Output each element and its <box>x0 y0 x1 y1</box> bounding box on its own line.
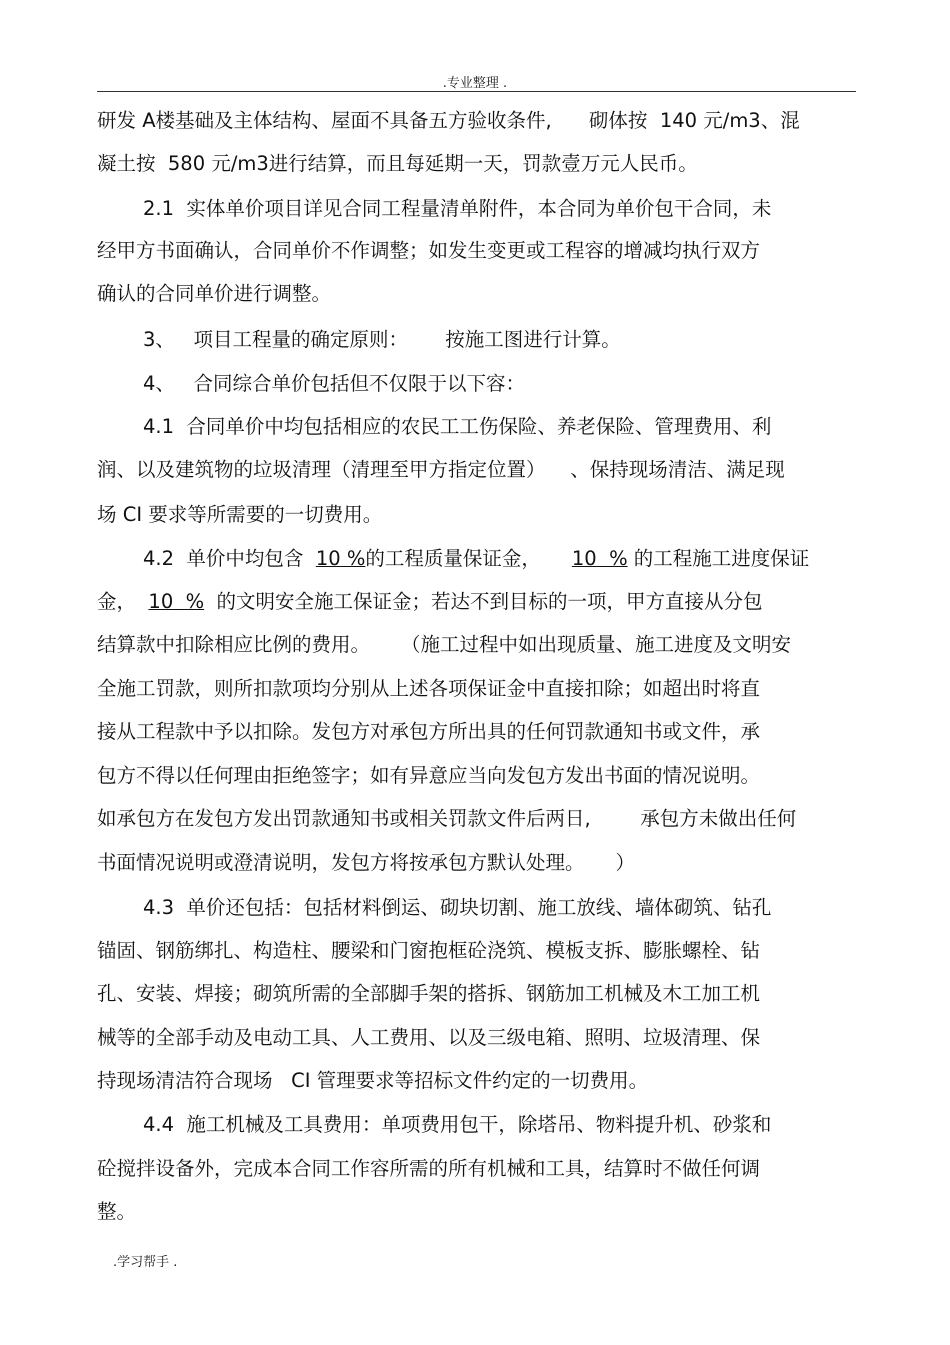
page-footer: .学习帮手 . <box>113 1255 178 1270</box>
text-line: 4、 合同综合单价包括但不仅限于以下容： <box>143 372 526 395</box>
text-line: 凝土按 580 元/m3进行结算，而且每延期一天，罚款壹万元人民币。 <box>97 152 698 175</box>
text-segment: 的工程质量保证金， <box>365 547 572 570</box>
text-line <box>143 544 809 574</box>
text-line: 整。 <box>97 1200 137 1223</box>
text-line: 润、以及建筑物的垃圾清理（清理至甲方指定位置） 、保持现场清洁、满足现 <box>97 458 785 481</box>
text-line: 场 CI 要求等所需要的一切费用。 <box>97 503 383 526</box>
text-line: 确认的合同单价进行调整。 <box>97 282 332 305</box>
header-divider <box>97 91 856 92</box>
text-line: 3、 项目工程量的确定原则： 按施工图进行计算。 <box>143 328 621 351</box>
text-line: 持现场清洁符合现场 CI 管理要求等招标文件约定的一切费用。 <box>97 1069 649 1092</box>
text-line: 研发 A楼基础及主体结构、屋面不具备五方验收条件, 砌体按 140 元/m3、混 <box>97 109 800 132</box>
text-line: 结算款中扣除相应比例的费用。 （施工过程中如出现质量、施工进度及文明安 <box>97 633 791 656</box>
text-line: 锚固、钢筋绑扎、构造柱、腰梁和门窗抱框砼浇筑、模板支拆、膨胀螺栓、钻 <box>97 939 761 962</box>
page-header: .专业整理 . <box>442 76 508 91</box>
text-segment: 金， <box>97 590 149 613</box>
text-line: 书面情况说明或澄清说明，发包方将按承包方默认处理。 ） <box>97 851 635 874</box>
text-line: 4.1 合同单价中均包括相应的农民工工伤保险、养老保险、管理费用、利 <box>143 415 772 438</box>
text-line: 包方不得以任何理由拒绝签字；如有异意应当向发包方发出书面的情况说明。 <box>97 764 761 787</box>
text-line: 4.3 单价还包括：包括材料倒运、砌块切割、施工放线、墙体砌筑、钻孔 <box>143 896 772 919</box>
text-line: 孔、安装、焊接；砌筑所需的全部脚手架的搭拆、钢筋加工机械及木工加工机 <box>97 982 761 1005</box>
text-line <box>97 587 763 617</box>
text-line: 2.1 实体单价项目详见合同工程量清单附件，本合同为单价包干合同，未 <box>143 197 772 220</box>
safety-deposit-percent: 10 % <box>148 590 205 613</box>
text-line: 接从工程款中予以扣除。发包方对承包方所出具的任何罚款通知书或文件，承 <box>97 720 761 743</box>
text-line: 4.4 施工机械及工具费用：单项费用包干，除塔吊、物料提升机、砂浆和 <box>143 1113 772 1136</box>
quality-deposit-percent: 10 % <box>315 547 366 570</box>
text-line: 如承包方在发包方发出罚款通知书或相关罚款文件后两日, 承包方未做出任何 <box>97 807 797 830</box>
text-segment: 4.2 单价中均包含 <box>143 547 316 570</box>
text-line: 全施工罚款，则所扣款项均分别从上述各项保证金中直接扣除；如超出时将直 <box>97 677 761 700</box>
text-line: 经甲方书面确认，合同单价不作调整；如发生变更或工程容的增减均执行双方 <box>97 239 761 262</box>
text-line: 砼搅拌设备外，完成本合同工作容所需的所有机械和工具，结算时不做任何调 <box>97 1157 761 1180</box>
text-segment: 的文明安全施工保证金；若达不到目标的一项，甲方直接从分包 <box>204 590 763 613</box>
text-segment: 的工程施工进度保证 <box>627 547 810 570</box>
progress-deposit-percent: 10 % <box>571 547 628 570</box>
text-line: 械等的全部手动及电动工具、人工费用、以及三级电箱、照明、垃圾清理、保 <box>97 1026 761 1049</box>
